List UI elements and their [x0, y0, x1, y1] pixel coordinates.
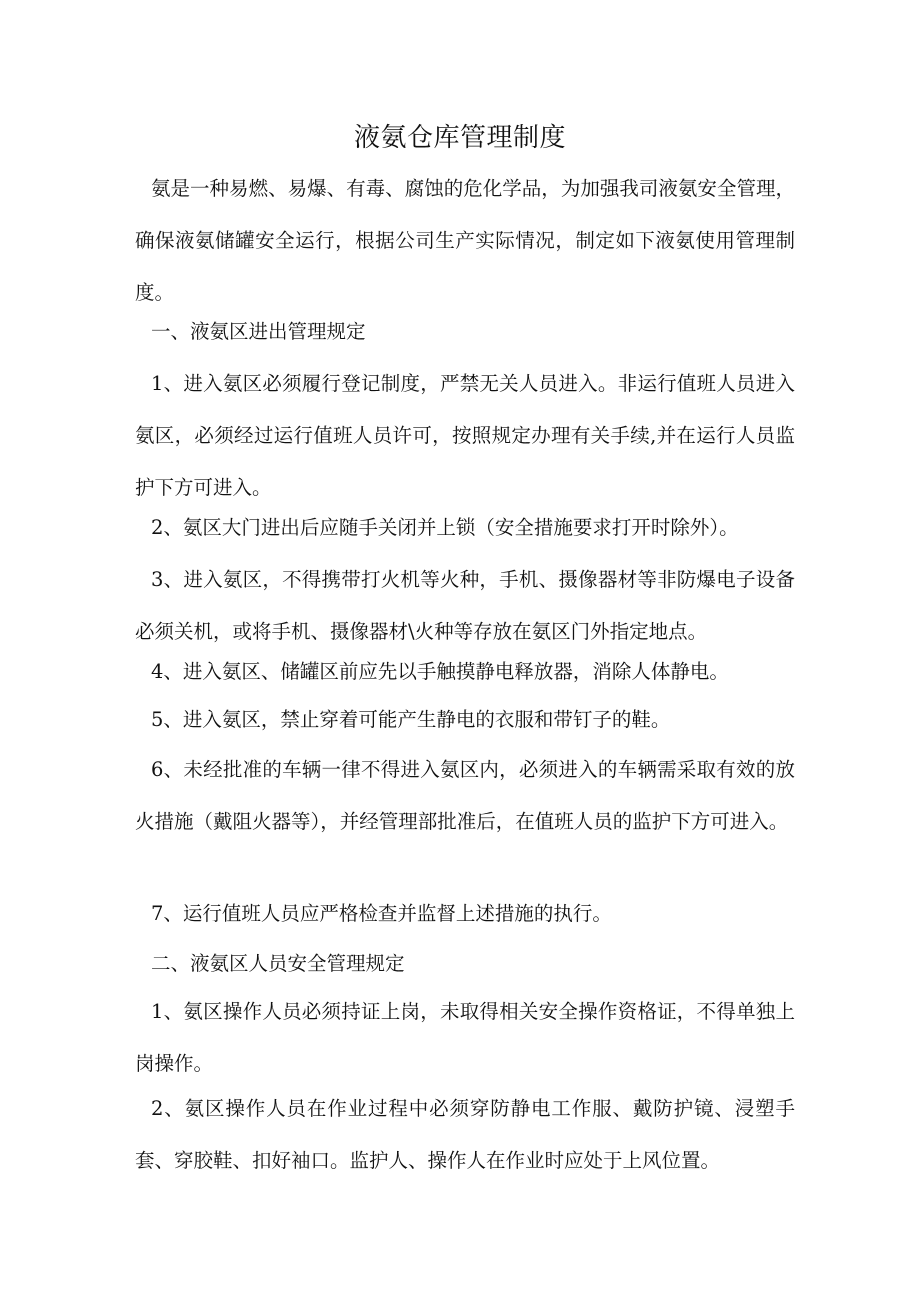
document-title: 液氨仓库管理制度 [353, 123, 566, 153]
section-1-item-4: 4、进入氨区、储罐区前应先以手触摸静电释放器，消除人体静电。 [151, 660, 729, 683]
section-1-item-6: 6、未经批准的车辆一律不得进入氨区内，必须进入的车辆需采取有效的放火措施（戴阻火器等），并经管理部批准后，在值班人员的监护下方可进入。 [135, 758, 795, 833]
section-1-item-7: 7、运行值班人员应严格检查并监督上述措施的执行。 [151, 902, 612, 925]
intro-paragraph: 氨是一种易燃、易爆、有毒、腐蚀的危化学品，为加强我司液氨安全管理，确保液氨储罐安全运行，根据公司生产实际情况，制定如下液氨使用管理制度。 [135, 177, 795, 304]
section-heading-1: 一、液氨区进出管理规定 [151, 320, 366, 343]
section-2-item-1: 1、氨区操作人员必须持证上岗，未取得相关安全操作资格证，不得单独上岗操作。 [135, 1000, 795, 1075]
section-1-item-5: 5、进入氨区，禁止穿着可能产生静电的衣服和带钉子的鞋。 [151, 708, 671, 731]
section-1-item-2: 2、氨区大门进出后应随手关闭并上锁（安全措施要求打开时除外）。 [151, 516, 739, 539]
section-1-item-1: 1、进入氨区必须履行登记制度，严禁无关人员进入。非运行值班人员进入氨区，必须经过运行值班人员许可，按照规定办理有关手续,并在运行人员监护下方可进入。 [135, 372, 795, 499]
section-2-item-2: 2、氨区操作人员在作业过程中必须穿防静电工作服、戴防护镜、浸塑手套、穿胶鞋、扣好袖口。监护人、操作人在作业时应处于上风位置。 [135, 1097, 795, 1172]
section-heading-2: 二、液氨区人员安全管理规定 [151, 952, 405, 975]
section-1-item-3: 3、进入氨区，不得携带打火机等火种，手机、摄像器材等非防爆电子设备必须关机，或将手机、摄像器材\火种等存放在氨区门外指定地点。 [135, 568, 795, 643]
